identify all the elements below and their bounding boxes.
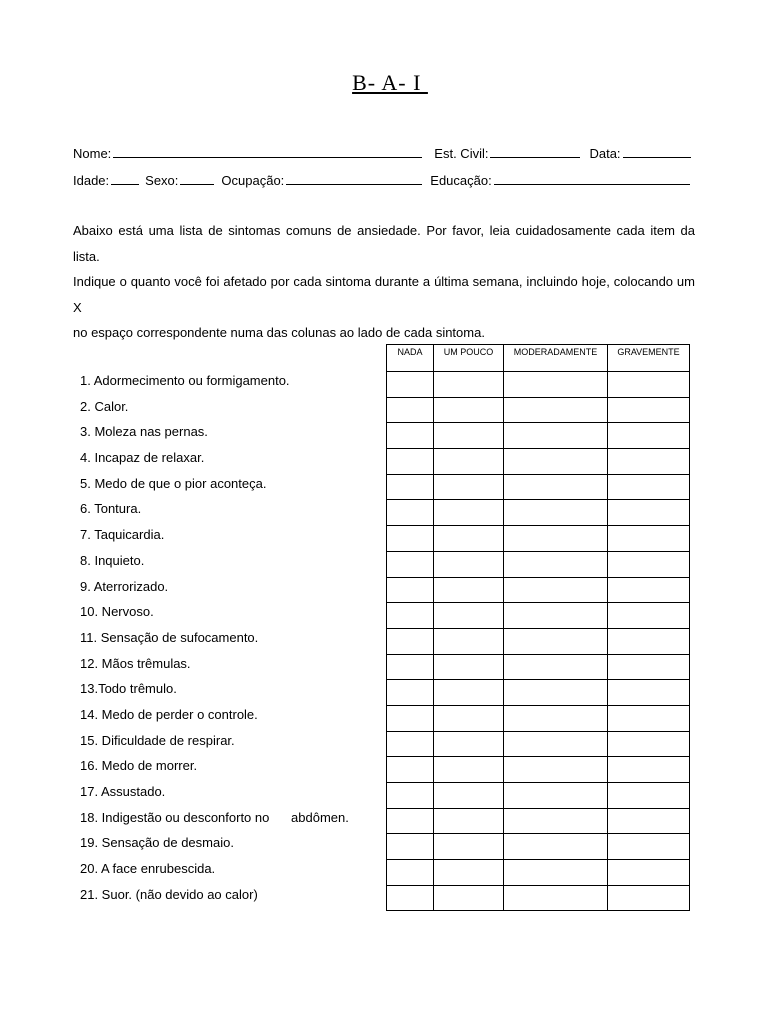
symptom-item: 8. Inquieto. [80,552,145,568]
answer-cell-gravemente[interactable] [608,577,690,603]
grid-row [387,372,690,398]
answer-cell-moderadamente[interactable] [504,423,608,449]
answer-cell-um-pouco[interactable] [434,551,504,577]
grid-row [387,500,690,526]
answer-cell-nada[interactable] [387,500,434,526]
answer-cell-nada[interactable] [387,577,434,603]
sexo-label: Sexo: [145,173,179,188]
answer-cell-moderadamente[interactable] [504,654,608,680]
grid-header-row [387,345,690,372]
answer-cell-moderadamente[interactable] [504,577,608,603]
symptom-item: 19. Sensação de desmaio. [80,835,234,851]
est-civil-field[interactable] [490,146,580,158]
grid-row [387,808,690,834]
answer-cell-moderadamente[interactable] [504,372,608,398]
answer-cell-um-pouco[interactable] [434,654,504,680]
answer-cell-nada[interactable] [387,860,434,886]
instructions [73,218,695,346]
nome-label: Nome: [73,146,112,161]
answer-cell-nada[interactable] [387,526,434,552]
column-header-um-pouco: UM POUCO [434,345,504,372]
instructions-line: Indique o quanto você foi afetado por cada sintoma durante a última semana, incluindo hoje, colocando um X [73,274,695,315]
symptom-list [80,371,349,910]
symptom-item: 18. Indigestão ou desconforto no abdômen. [80,809,349,825]
answer-cell-moderadamente[interactable] [504,860,608,886]
symptom-item: 1. Adormecimento ou formigamento. [80,373,290,388]
idade-label: Idade: [73,173,110,188]
est-civil-label: Est. Civil: [434,146,489,161]
answer-cell-nada[interactable] [387,397,434,423]
symptom-item: 14. Medo de perder o controle. [80,706,258,722]
answer-cell-gravemente[interactable] [608,757,690,783]
answer-cell-um-pouco[interactable] [434,834,504,860]
column-header-moderadamente: MODERADAMENTE [504,345,608,372]
answer-cell-nada[interactable] [387,705,434,731]
grid-row [387,705,690,731]
symptom-item: 16. Medo de morrer. [80,758,198,774]
answer-cell-moderadamente[interactable] [504,397,608,423]
ocupacao-field[interactable] [286,173,422,185]
answer-cell-um-pouco[interactable] [434,757,504,783]
answer-cell-gravemente[interactable] [608,705,690,731]
answer-cell-gravemente[interactable] [608,397,690,423]
form-title [0,70,768,96]
grid-row [387,680,690,706]
answer-cell-nada[interactable] [387,731,434,757]
answer-cell-gravemente[interactable] [608,860,690,886]
answer-cell-moderadamente[interactable] [504,731,608,757]
answer-cell-um-pouco[interactable] [434,680,504,706]
column-header-gravemente: GRAVEMENTE [608,345,690,372]
answer-cell-nada[interactable] [387,808,434,834]
answer-cell-gravemente[interactable] [608,808,690,834]
answer-cell-moderadamente[interactable] [504,449,608,475]
symptom-item: 21. Suor. (não devido ao calor) [80,886,258,902]
grid-row [387,603,690,629]
answer-cell-gravemente[interactable] [608,449,690,475]
answer-cell-nada[interactable] [387,551,434,577]
symptom-item: 5. Medo de que o pior aconteça. [80,475,267,491]
answer-cell-gravemente[interactable] [608,526,690,552]
data-field[interactable] [623,146,691,158]
answer-cell-um-pouco[interactable] [434,731,504,757]
answer-cell-gravemente[interactable] [608,680,690,706]
answer-cell-gravemente[interactable] [608,885,690,911]
grid-row [387,526,690,552]
grid-body [387,372,690,911]
response-grid [386,344,690,911]
answer-cell-nada[interactable] [387,885,434,911]
symptom-item: 20. A face enrubescida. [80,861,216,877]
answer-cell-moderadamente[interactable] [504,808,608,834]
symptom-item: 11. Sensação de sufocamento. [80,629,259,645]
symptom-item: 7. Taquicardia. [80,527,165,543]
symptom-item: 6. Tontura. [80,501,142,517]
symptom-item: 12. Mãos trêmulas. [80,655,191,671]
answer-cell-um-pouco[interactable] [434,526,504,552]
answer-cell-um-pouco[interactable] [434,860,504,886]
answer-cell-um-pouco[interactable] [434,603,504,629]
nome-field[interactable] [113,146,422,158]
answer-cell-gravemente[interactable] [608,731,690,757]
instructions-line: no espaço correspondente numa das colunas ao lado de cada sintoma. [73,325,485,340]
ocupacao-label: Ocupação: [221,173,285,188]
answer-cell-nada[interactable] [387,834,434,860]
column-header-nada: NADA [387,345,434,372]
answer-cell-um-pouco[interactable] [434,628,504,654]
answer-cell-gravemente[interactable] [608,372,690,398]
grid-row [387,731,690,757]
answer-cell-moderadamente[interactable] [504,885,608,911]
answer-cell-nada[interactable] [387,783,434,809]
answer-cell-moderadamente[interactable] [504,526,608,552]
answer-cell-nada[interactable] [387,680,434,706]
answer-cell-moderadamente[interactable] [504,500,608,526]
grid-row [387,449,690,475]
answer-cell-moderadamente[interactable] [504,834,608,860]
symptom-item: 2. Calor. [80,398,129,414]
answer-cell-nada[interactable] [387,423,434,449]
answer-cell-gravemente[interactable] [608,500,690,526]
answer-cell-nada[interactable] [387,603,434,629]
answer-cell-moderadamente[interactable] [504,628,608,654]
answer-cell-gravemente[interactable] [608,834,690,860]
symptom-item: 4. Incapaz de relaxar. [80,450,205,466]
answer-cell-um-pouco[interactable] [434,808,504,834]
answer-cell-um-pouco[interactable] [434,500,504,526]
info-row-1 [73,146,691,161]
grid-row [387,474,690,500]
info-row-2 [73,173,690,188]
answer-cell-moderadamente[interactable] [504,783,608,809]
grid-row [387,397,690,423]
grid-row [387,757,690,783]
form-title-text: B- A- I [352,70,428,95]
answer-cell-nada[interactable] [387,654,434,680]
data-label: Data: [589,146,621,161]
symptom-item: 3. Moleza nas pernas. [80,424,208,440]
answer-cell-gravemente[interactable] [608,423,690,449]
answer-cell-moderadamente[interactable] [504,757,608,783]
educacao-label: Educação: [430,173,492,188]
answer-cell-gravemente[interactable] [608,474,690,500]
answer-cell-um-pouco[interactable] [434,783,504,809]
grid-row [387,654,690,680]
answer-cell-um-pouco[interactable] [434,577,504,603]
answer-cell-um-pouco[interactable] [434,474,504,500]
answer-cell-moderadamente[interactable] [504,603,608,629]
symptom-item: 9. Aterrorizado. [80,578,169,594]
educacao-field[interactable] [494,173,690,185]
answer-cell-moderadamente[interactable] [504,474,608,500]
instructions-line: Abaixo está uma lista de sintomas comuns de ansiedade. Por favor, leia cuidadosamente cada item da lista. [73,223,695,264]
grid-row [387,860,690,886]
answer-cell-nada[interactable] [387,474,434,500]
grid-row [387,885,690,911]
idade-field[interactable] [111,173,139,185]
grid-row [387,628,690,654]
grid-row [387,423,690,449]
answer-cell-moderadamente[interactable] [504,705,608,731]
symptom-item: 15. Dificuldade de respirar. [80,732,235,748]
answer-cell-nada[interactable] [387,372,434,398]
symptom-item: 13.Todo trêmulo. [80,681,177,697]
answer-cell-um-pouco[interactable] [434,705,504,731]
grid-row [387,577,690,603]
symptom-item: 17. Assustado. [80,784,166,799]
answer-cell-nada[interactable] [387,757,434,783]
answer-cell-gravemente[interactable] [608,603,690,629]
answer-cell-gravemente[interactable] [608,628,690,654]
answer-cell-gravemente[interactable] [608,783,690,809]
symptom-item: 10. Nervoso. [80,604,154,620]
answer-cell-um-pouco[interactable] [434,449,504,475]
sexo-field[interactable] [180,173,214,185]
grid-row [387,783,690,809]
answer-cell-nada[interactable] [387,449,434,475]
answer-cell-um-pouco[interactable] [434,885,504,911]
answer-cell-moderadamente[interactable] [504,680,608,706]
answer-cell-nada[interactable] [387,628,434,654]
answer-cell-um-pouco[interactable] [434,372,504,398]
answer-cell-um-pouco[interactable] [434,423,504,449]
answer-cell-moderadamente[interactable] [504,551,608,577]
answer-cell-gravemente[interactable] [608,551,690,577]
grid-row [387,551,690,577]
grid-row [387,834,690,860]
answer-cell-um-pouco[interactable] [434,397,504,423]
answer-cell-gravemente[interactable] [608,654,690,680]
